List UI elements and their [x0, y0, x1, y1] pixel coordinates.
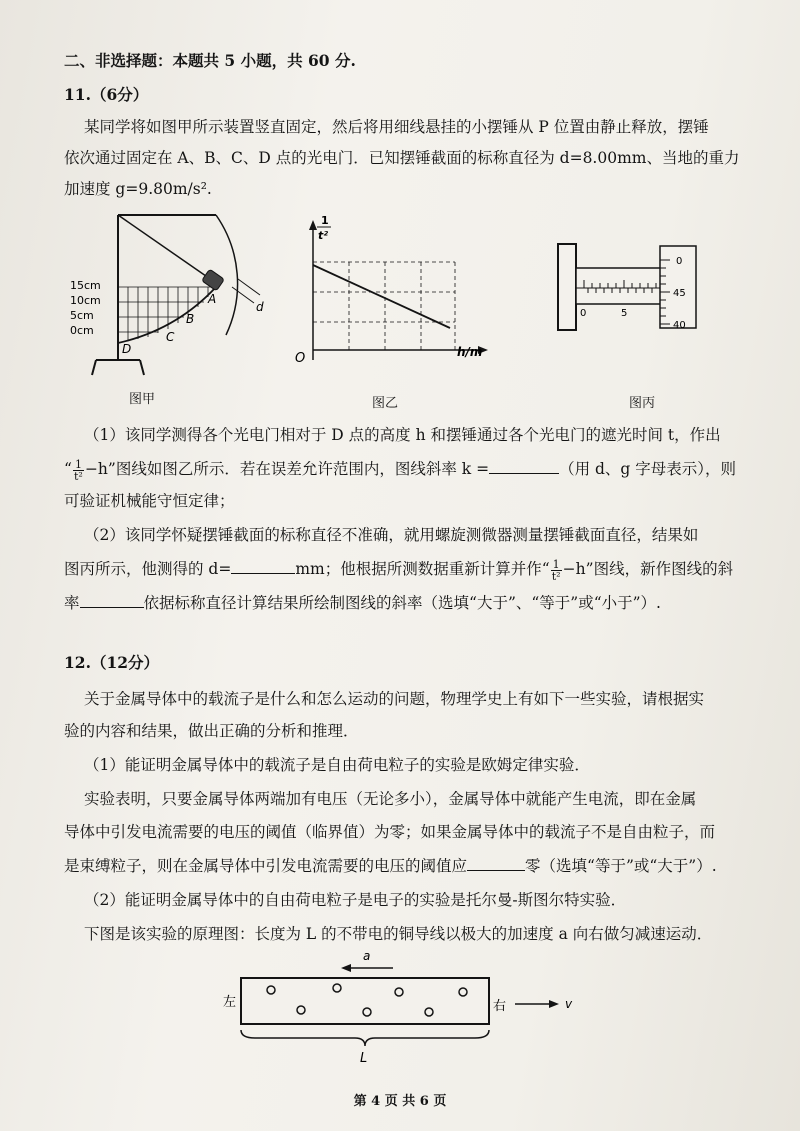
diameter-marker	[232, 287, 254, 303]
figure-copper-wire	[215, 948, 595, 1070]
x-axis-label: h/m	[457, 345, 483, 359]
q11-part1-line-2: “ $\frac{1}{\text{t²}}$ −h”图线如图乙所示．若在误差允许范围内，图线斜率 k = （用 d、g 字母表示），则	[64, 457, 737, 483]
data-line	[313, 265, 450, 328]
q11-intro-line-3: 加速度 g=9.80m/s².	[64, 180, 212, 198]
origin-label: O	[295, 351, 306, 366]
thimble-label-45: 45	[673, 288, 686, 299]
pendulum-bob	[202, 269, 225, 291]
answer-blank-threshold[interactable]	[467, 856, 525, 871]
q11-intro-line-1: 某同学将如图甲所示装置竖直固定，然后将用细线悬挂的小摆锤从 P 位置由静止释放，摆锤	[84, 118, 709, 136]
point-label-d: D	[122, 342, 132, 356]
q12-part1-line-2: 导体中引发电流需要的电压的阈值（临界值）为零；如果金属导体中的载流子不是自由粒子，而	[64, 823, 716, 841]
y-label-den: t²	[318, 229, 329, 242]
velocity-label: v	[565, 997, 573, 1011]
q11-intro-line-2: 依次通过固定在 A、B、C、D 点的光电门．已知摆锤截面的标称直径为 d=8.00mm、当地的重力	[64, 149, 740, 167]
left-label: 左	[223, 995, 237, 1010]
q12-part2-line-1: 下图是该实验的原理图：长度为 L 的不带电的铜导线以极大的加速度 a 向右做匀减速运动．	[84, 925, 713, 943]
answer-blank-k[interactable]	[489, 459, 559, 474]
fraction-1-over-t2-second: $\frac{1}{\text{t²}}$	[551, 557, 561, 583]
answer-blank-d[interactable]	[231, 559, 295, 574]
q11-part1-line-3: 可验证机械能守恒定律；	[64, 492, 235, 510]
acceleration-label: a	[363, 949, 371, 963]
y-label-num: 1	[321, 214, 329, 227]
quarter-arc	[216, 215, 238, 335]
caption-figure-a: 图甲	[129, 392, 156, 407]
caption-figure-b: 图乙	[372, 396, 399, 411]
answer-blank-slope[interactable]	[80, 593, 144, 608]
right-label: 右	[493, 999, 507, 1014]
q11-part2-line-1: （2）该同学怀疑摆锤截面的标称直径不准确，就用螺旋测微器测量摆锤截面直径，结果如	[84, 526, 699, 544]
q12-part1-line-3: 是束缚粒子，则在金属导体中引发电流需要的电压的阈值应 零（选填“等于”或“大于”）.	[64, 857, 717, 875]
point-label-a: A	[208, 292, 217, 306]
q11-part1-line-1: （1）该同学测得各个光电门相对于 D 点的高度 h 和摆锤通过各个光电门的遮光时间 t，作出	[84, 426, 721, 444]
pendulum-string	[118, 215, 216, 283]
q11-part2-line-3: 率 依据标称直径计算结果所绘制图线的斜率（选填“大于”、“等于”或“小于”）.	[64, 594, 661, 612]
micrometer-frame	[558, 244, 576, 330]
sleeve-label-5: 5	[621, 308, 628, 319]
height-label-0: 0cm	[70, 324, 94, 337]
q11-part2-line-2: 图丙所示，他测得的 d= mm；他根据所测数据重新计算并作“ $\frac{1}{\text{t²}}$ −h”图线，新作图线的斜	[64, 557, 734, 583]
point-label-c: C	[166, 330, 175, 344]
q12-part1-line-1: 实验表明，只要金属导体两端加有电压（无论多小），金属导体中就能产生电流，即在金属	[84, 790, 697, 808]
copper-wire	[241, 978, 489, 1024]
q12-part2-heading: （2）能证明金属导体中的自由荷电粒子是电子的实验是托尔曼-斯图尔特实验．	[84, 891, 627, 909]
height-label-5: 5cm	[70, 309, 94, 322]
length-label: L	[360, 1051, 368, 1066]
point-label-b: B	[186, 312, 195, 326]
sleeve-label-0: 0	[580, 308, 587, 319]
caption-figure-c: 图丙	[629, 396, 656, 411]
figure-c-micrometer	[552, 240, 702, 340]
thimble-label-40: 40	[673, 320, 686, 331]
q12-intro-line-2: 验的内容和结果，做出正确的分析和推理．	[64, 722, 359, 740]
question-12-number: 12.（12分）	[64, 653, 160, 672]
diameter-label: d	[256, 300, 264, 314]
figure-b-graph	[285, 210, 505, 380]
q12-intro-line-1: 关于金属导体中的载流子是什么和怎么运动的问题，物理学史上有如下一些实验，请根据实	[84, 690, 705, 708]
figure-a-apparatus	[66, 205, 296, 385]
fraction-1-over-t2: $\frac{1}{\text{t²}}$	[74, 457, 83, 483]
height-label-15: 15cm	[70, 279, 101, 292]
q12-part1-heading: （1）能证明金属导体中的载流子是自由荷电粒子的实验是欧姆定律实验．	[84, 756, 590, 774]
thimble-label-0: 0	[676, 256, 683, 267]
section-header: 二、非选择题：本题共 5 小题，共 60 分.	[64, 51, 356, 70]
height-label-10: 10cm	[70, 294, 101, 307]
question-11-number: 11.（6分）	[64, 85, 149, 104]
length-brace	[241, 1030, 489, 1046]
page-footer: 第 4 页 共 6 页	[353, 1094, 447, 1109]
